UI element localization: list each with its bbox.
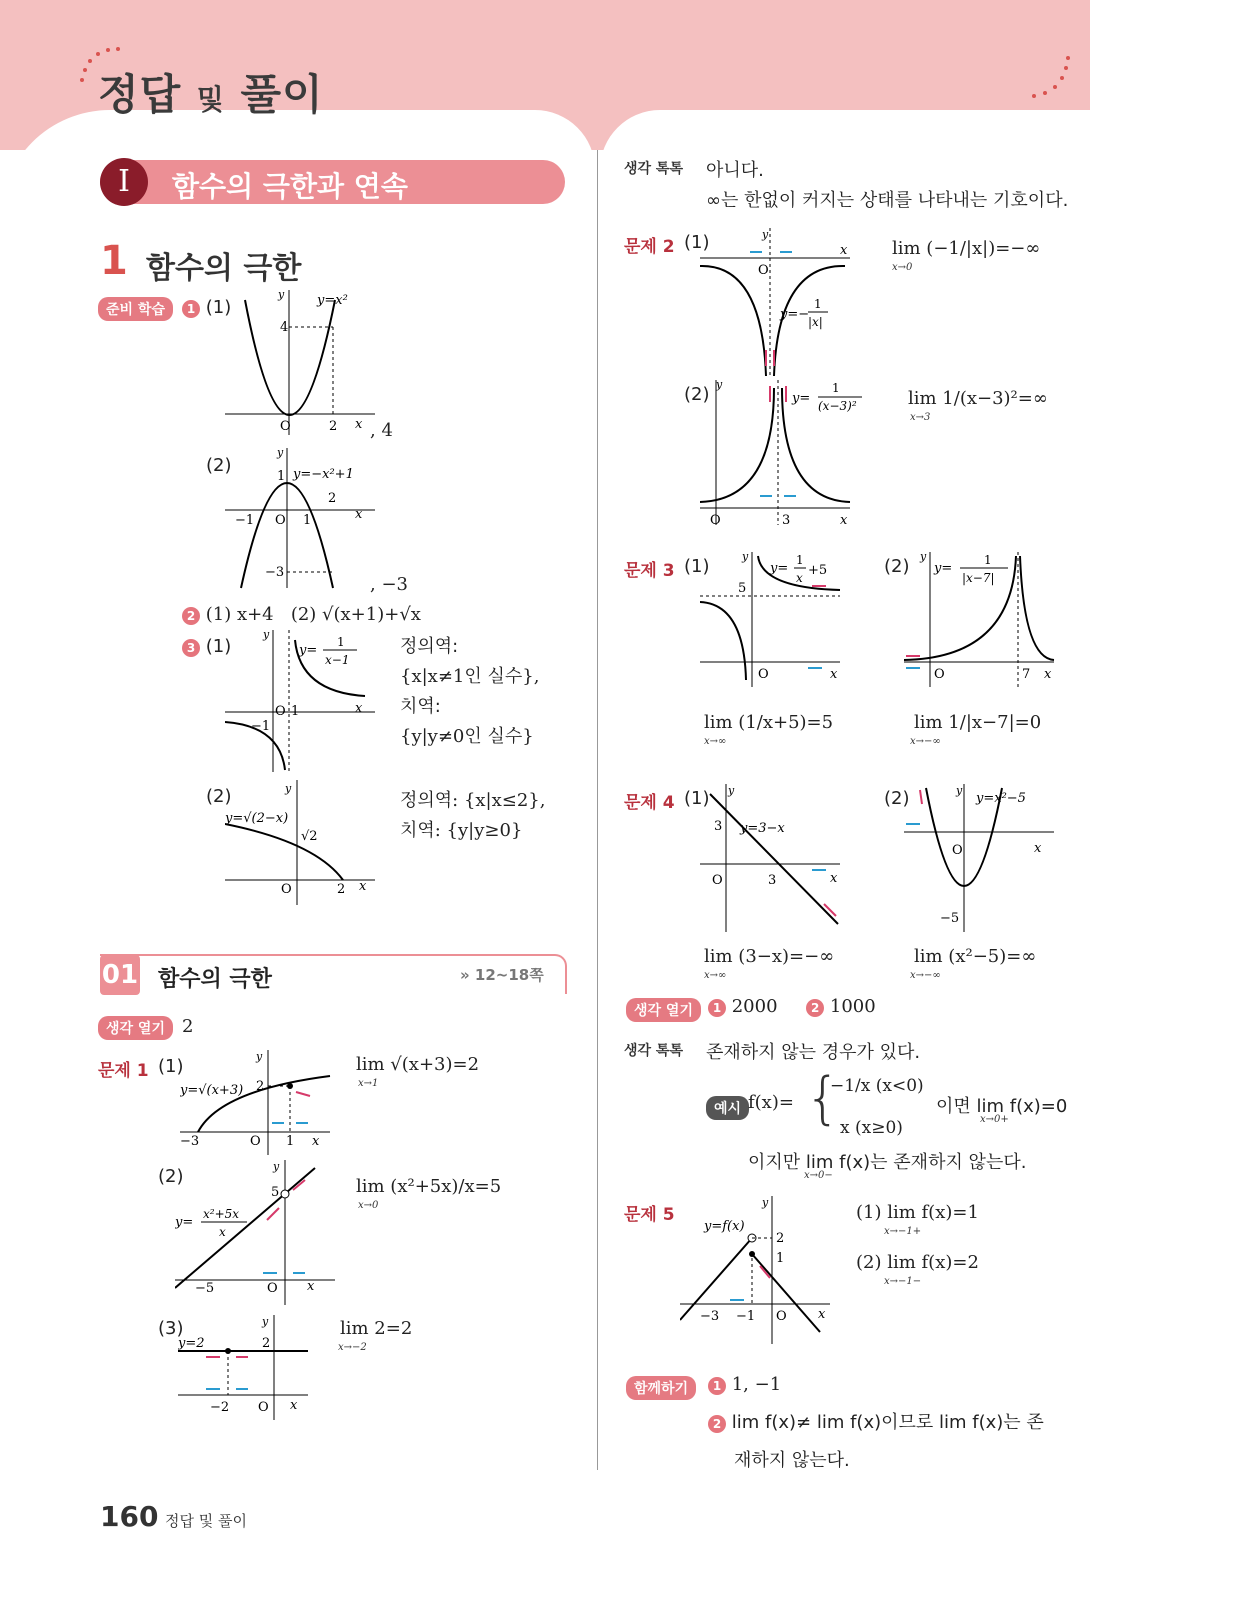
svg-text:1: 1 [303, 513, 312, 528]
prep-item-2: 2 (1) x+4 (2) √(x+1)+√x [182, 604, 421, 625]
example-case-2: x (x≥0) [840, 1118, 903, 1138]
prep-item-1-2: (2) [206, 455, 232, 476]
problem-4-1: (1) [684, 788, 710, 809]
problem-1-2-lim: lim (x²+5x)/x=5 [356, 1176, 502, 1197]
graph-p2-1 [700, 228, 860, 378]
graph-p2-2 [700, 380, 870, 530]
svg-text:4: 4 [280, 320, 289, 335]
problem-4-2-sub: x→−∞ [910, 970, 941, 981]
tip-1-line-2: ∞는 한없이 커지는 상태를 나타내는 기호이다. [706, 190, 1069, 211]
svg-text:y: y [278, 290, 285, 301]
together-1: 1 1, −1 [708, 1374, 781, 1395]
svg-text:5: 5 [738, 581, 747, 596]
problem-3-1-sub: x→∞ [704, 736, 727, 747]
svg-text:y=x²: y=x² [317, 293, 348, 308]
svg-text:y=: y= [770, 561, 789, 576]
graph-p4-1 [700, 784, 850, 934]
problem-5-2: (2) lim f(x)=2 [856, 1252, 979, 1273]
svg-text:O: O [258, 1400, 269, 1415]
problem-4-1-lim: lim (3−x)=−∞ [704, 946, 835, 967]
svg-text:y=−x²+1: y=−x²+1 [293, 467, 354, 482]
svg-text:y=3−x: y=3−x [740, 821, 785, 836]
svg-text:x−1: x−1 [325, 653, 350, 667]
graph-parabola-down [225, 448, 385, 593]
example-case-1: −1/x (x<0) [830, 1076, 924, 1096]
graph-p3-2 [904, 552, 1064, 692]
svg-text:1: 1 [337, 635, 345, 649]
svg-text:x: x [307, 1279, 315, 1294]
prep-item-3: 3 (1) [182, 636, 231, 657]
problem-1-label: 문제 1 [98, 1061, 149, 1081]
think-tip-label: 생각 톡톡 [624, 161, 683, 177]
unit-number: 01 [100, 955, 140, 995]
svg-text:−5: −5 [195, 1281, 215, 1296]
svg-text:O: O [275, 704, 286, 719]
example-then-sub: x→0+ [980, 1114, 1009, 1125]
dots-decoration-icon [1020, 50, 1080, 110]
svg-text:1: 1 [832, 381, 840, 395]
svg-text:O: O [275, 513, 286, 528]
prep-item-1: 1 (1) [182, 297, 231, 318]
svg-text:y: y [285, 782, 292, 795]
svg-text:y: y [742, 552, 749, 563]
tip-1-line-1: 아니다. [706, 160, 764, 181]
svg-text:x: x [355, 417, 363, 432]
problem-5-1-sub: x→−1+ [884, 1226, 922, 1237]
graph-p1-3 [178, 1315, 318, 1425]
example-then: 이면 lim f(x)=0 [936, 1096, 1068, 1117]
svg-text:−1: −1 [235, 513, 255, 528]
svg-text:y=2: y=2 [178, 1336, 205, 1351]
page-number: 160 [100, 1500, 159, 1533]
svg-text:y: y [256, 1050, 263, 1063]
column-divider [597, 150, 598, 1470]
svg-text:y=: y= [792, 391, 811, 406]
svg-text:−1: −1 [736, 1309, 756, 1324]
prep-1-1-answer: , 4 [370, 420, 393, 441]
svg-text:x: x [830, 871, 838, 886]
problem-1-2: (2) [158, 1166, 184, 1187]
svg-text:y=x²−5: y=x²−5 [976, 791, 1026, 806]
svg-text:(x−3)²: (x−3)² [818, 399, 857, 413]
prep-1-2-answer: , −3 [370, 574, 408, 595]
problem-1-1: (1) [158, 1056, 184, 1077]
svg-text:y: y [273, 1160, 280, 1173]
brace-icon: { [805, 1066, 841, 1131]
svg-text:x: x [818, 1307, 826, 1322]
svg-text:O: O [952, 843, 963, 858]
svg-text:O: O [712, 873, 723, 888]
graph-parabola [225, 290, 385, 440]
problem-4-1-sub: x→∞ [704, 970, 727, 981]
problem-3-1: (1) [684, 556, 710, 577]
svg-text:x: x [355, 507, 363, 522]
example-tag: 예시 [706, 1096, 749, 1120]
together-2-cont: 재하지 않는다. [734, 1450, 850, 1471]
problem-2-2-lim: lim 1/(x−3)²=∞ [908, 388, 1048, 409]
prep-item-3-2: (2) [206, 786, 232, 807]
svg-text:y: y [263, 630, 270, 641]
svg-text:y=−: y=− [780, 307, 810, 322]
svg-text:2: 2 [262, 1336, 271, 1351]
problem-3-label: 문제 3 [624, 561, 675, 581]
tip-2: 존재하지 않는 경우가 있다. [706, 1042, 921, 1063]
svg-text:−5: −5 [940, 911, 960, 926]
think-open-tag-right: 생각 열기 [626, 998, 701, 1022]
svg-text:y=f(x): y=f(x) [704, 1219, 745, 1234]
problem-1-2-sub: x→0 [358, 1200, 379, 1211]
together-tag: 함께하기 [626, 1376, 696, 1400]
graph-p4-2 [904, 784, 1064, 934]
section-number: 1 [100, 238, 128, 284]
prep-3-2-domain: 정의역: {x|x≤2}, [400, 790, 546, 811]
svg-text:x: x [1034, 841, 1042, 856]
svg-text:1: 1 [796, 553, 804, 567]
svg-text:O: O [267, 1281, 278, 1296]
problem-1-3: (3) [158, 1318, 184, 1339]
problem-3-2-lim: lim 1/|x−7|=0 [914, 712, 1042, 733]
problem-2-1-sub: x→0 [892, 262, 913, 273]
svg-text:−3: −3 [265, 565, 285, 580]
svg-text:x: x [290, 1398, 298, 1413]
unit-title: 함수의 극한 [158, 967, 272, 992]
svg-text:y=: y= [934, 561, 953, 576]
prep-tag: 준비 학습 [98, 297, 173, 321]
problem-5-label: 문제 5 [624, 1205, 675, 1225]
svg-text:−2: −2 [210, 1400, 230, 1415]
prep-3-1-domain: {x|x≠1인 실수}, [400, 666, 540, 687]
think-tip-label-2: 생각 톡톡 [624, 1043, 683, 1059]
svg-text:x: x [830, 667, 838, 682]
svg-text:+5: +5 [808, 563, 828, 578]
svg-text:2: 2 [328, 491, 337, 506]
problem-4-2: (2) [884, 788, 910, 809]
svg-text:y: y [762, 228, 769, 241]
example-but: 이지만 lim f(x)는 존재하지 않는다. [748, 1152, 1027, 1173]
prep-3-1-range-label: 치역: [400, 696, 441, 717]
svg-text:1: 1 [291, 704, 300, 719]
svg-text:y: y [920, 552, 927, 563]
prep-3-2-range: 치역: {y|y≥0} [400, 820, 523, 841]
svg-text:y=√(x+3): y=√(x+3) [180, 1083, 244, 1098]
example-but-sub: x→0− [804, 1170, 833, 1181]
svg-text:y: y [277, 448, 284, 459]
problem-3-2-sub: x→−∞ [910, 736, 941, 747]
svg-text:x: x [796, 571, 803, 585]
svg-text:3: 3 [782, 513, 791, 528]
svg-text:O: O [758, 263, 769, 278]
svg-text:y: y [728, 784, 735, 797]
graph-p5 [680, 1196, 840, 1346]
svg-text:3: 3 [768, 873, 777, 888]
svg-text:x: x [1044, 667, 1052, 682]
think-open-tag: 생각 열기 [98, 1016, 173, 1040]
footer-title: 정답 및 풀이 [165, 1512, 247, 1530]
svg-text:x²+5x: x²+5x [203, 1207, 240, 1221]
problem-2-2-sub: x→3 [910, 412, 931, 423]
svg-text:2: 2 [256, 1079, 265, 1094]
example-fx: f(x)= [748, 1092, 794, 1113]
svg-text:1: 1 [277, 469, 286, 484]
problem-2-1-lim: lim (−1/|x|)=−∞ [892, 238, 1041, 259]
chapter-title: 함수의 극한과 연속 [172, 170, 408, 203]
svg-text:5: 5 [271, 1185, 280, 1200]
graph-sqrt [225, 780, 385, 910]
svg-text:2: 2 [329, 419, 338, 434]
unit-pages: » 12~18쪽 [460, 966, 544, 984]
svg-text:3: 3 [714, 819, 723, 834]
problem-1-3-sub: x→−2 [338, 1342, 367, 1353]
svg-text:√2: √2 [301, 829, 318, 844]
problem-2-2: (2) [684, 384, 710, 405]
svg-text:x: x [840, 513, 848, 528]
svg-text:y=√(2−x): y=√(2−x) [225, 811, 289, 826]
problem-2-label: 문제 2 [624, 237, 675, 257]
think-open-answer: 2 [182, 1016, 194, 1037]
svg-text:O: O [250, 1134, 261, 1149]
problem-5-1: (1) lim f(x)=1 [856, 1202, 979, 1223]
problem-3-1-lim: lim (1/x+5)=5 [704, 712, 834, 733]
svg-text:y: y [716, 380, 723, 391]
together-2: 2 lim f(x)≠ lim f(x)이므로 lim f(x)는 존 [708, 1408, 1044, 1434]
problem-4-2-lim: lim (x²−5)=∞ [914, 946, 1037, 967]
graph-hyperbola [225, 630, 385, 775]
graph-p1-1 [180, 1050, 340, 1160]
svg-text:2: 2 [337, 882, 346, 897]
svg-text:2: 2 [776, 1231, 785, 1246]
svg-text:O: O [710, 513, 721, 528]
section-title: 함수의 극한 [146, 251, 302, 286]
svg-text:y=: y= [299, 643, 318, 658]
svg-text:y: y [262, 1315, 269, 1328]
svg-text:y: y [762, 1196, 769, 1209]
dots-decoration-icon [70, 40, 140, 100]
svg-text:O: O [281, 882, 292, 897]
prep-3-1-range: {y|y≠0인 실수} [400, 726, 534, 747]
svg-text:x: x [840, 243, 848, 258]
problem-1-1-lim: lim √(x+3)=2 [356, 1054, 480, 1075]
svg-text:y: y [956, 784, 963, 797]
problem-4-label: 문제 4 [624, 793, 675, 813]
svg-text:7: 7 [1022, 667, 1031, 682]
problem-1-1-sub: x→1 [358, 1078, 379, 1089]
svg-text:O: O [776, 1309, 787, 1324]
svg-text:1: 1 [984, 553, 992, 567]
svg-text:x: x [312, 1134, 320, 1149]
think-open-answers: 1 2000 2 1000 [708, 996, 876, 1017]
svg-text:|x|: |x| [808, 315, 823, 329]
problem-1-3-lim: lim 2=2 [340, 1318, 413, 1339]
problem-5-2-sub: x→−1− [884, 1276, 922, 1287]
svg-text:−3: −3 [700, 1309, 720, 1324]
svg-text:O: O [934, 667, 945, 682]
svg-text:x: x [355, 701, 363, 716]
svg-text:1: 1 [814, 297, 822, 311]
svg-text:1: 1 [286, 1134, 295, 1149]
svg-text:y=: y= [175, 1215, 194, 1230]
problem-2-1: (1) [684, 232, 710, 253]
chapter-number: I [100, 158, 148, 206]
svg-text:x: x [219, 1225, 226, 1239]
svg-text:|x−7|: |x−7| [962, 571, 995, 585]
svg-text:O: O [280, 419, 291, 434]
prep-3-1-domain-label: 정의역: [400, 636, 459, 657]
svg-text:x: x [359, 879, 367, 894]
graph-p3-1 [700, 552, 850, 692]
page-title: 정답 및 풀이 [98, 70, 324, 119]
svg-text:1: 1 [776, 1251, 785, 1266]
problem-3-2: (2) [884, 556, 910, 577]
svg-text:O: O [758, 667, 769, 682]
graph-p1-2 [175, 1160, 345, 1310]
svg-text:−1: −1 [251, 719, 271, 734]
svg-text:−3: −3 [180, 1134, 200, 1149]
